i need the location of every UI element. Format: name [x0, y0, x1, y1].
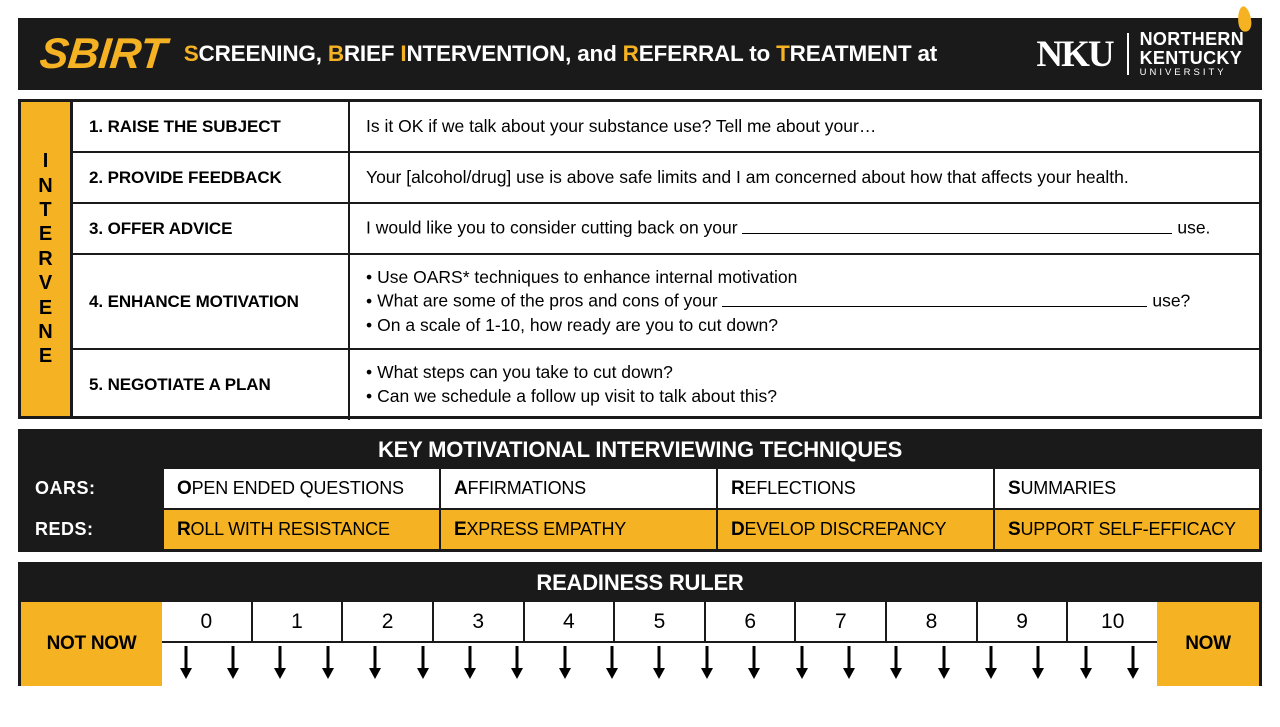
down-arrow-icon — [352, 646, 399, 680]
ruler-tick[interactable]: 10 — [1101, 609, 1125, 633]
mi-cell-lead: R — [731, 477, 745, 499]
down-arrow-icon — [825, 646, 872, 680]
table-row — [73, 153, 1259, 204]
step-label: 1. RAISE THE SUBJECT — [73, 102, 350, 151]
header-bar — [18, 18, 1262, 90]
table-row — [21, 469, 1259, 510]
ruler-tick[interactable]: 7 — [796, 602, 887, 641]
nku-wordmark — [1140, 30, 1244, 78]
mi-cell-lead: O — [177, 477, 192, 499]
table-row — [73, 255, 1259, 350]
down-arrow-icon — [588, 646, 635, 680]
mi-cell — [993, 510, 1259, 549]
mi-cell-rest: FFIRMATIONS — [467, 478, 586, 498]
mi-cell-rest: XPRESS EMPATHY — [466, 519, 627, 539]
fill-in-blank[interactable] — [722, 289, 1147, 307]
step-label: 5. NEGOTIATE A PLAN — [73, 350, 350, 420]
mi-cell-rest: EVELOP DISCREPANCY — [744, 519, 947, 539]
table-row — [73, 204, 1259, 255]
mi-cell — [716, 510, 993, 549]
step-text: Your [alcohol/drug] use is above safe limits and I am concerned about how that affects your health. — [366, 166, 1129, 187]
down-arrow-icon — [399, 646, 446, 680]
ruler-tick[interactable]: 9 — [978, 602, 1069, 641]
down-arrow-icon — [873, 646, 920, 680]
nku-line-2: KENTUCKY — [1139, 47, 1242, 68]
down-arrow-icon — [636, 646, 683, 680]
step-content — [350, 102, 1259, 151]
down-arrow-icon — [683, 646, 730, 680]
mi-techniques-table — [18, 429, 1262, 552]
step-text-line: • On a scale of 1-10, how ready are you to cut down? — [366, 314, 778, 335]
ruler-tick[interactable]: 2 — [343, 602, 434, 641]
step-label: 3. OFFER ADVICE — [73, 204, 350, 253]
mi-row-key: OARS: — [21, 469, 162, 508]
mi-cell — [439, 469, 716, 508]
brand-title: SBIRT — [37, 29, 169, 78]
step-text-line: • Can we schedule a follow up visit to talk about this? — [366, 386, 777, 406]
step-text-line: • What steps can you take to cut down? — [366, 362, 673, 383]
intervene-vertical-text: I N T E R V E N E — [38, 150, 53, 368]
step-text: Is it OK if we talk about your substance use? Tell me about your… — [366, 115, 877, 136]
ruler-tick[interactable]: 6 — [706, 602, 797, 641]
mi-cell — [439, 510, 716, 549]
step-text: I would like you to consider cutting back on your — [366, 218, 743, 238]
intervene-table — [18, 99, 1262, 419]
mi-row-key: REDS: — [21, 510, 162, 549]
mi-cell-rest: UMMARIES — [1020, 478, 1116, 498]
step-text: Can we schedule a follow up visit to talk about this? — [377, 386, 777, 406]
down-arrow-icon — [541, 646, 588, 680]
nku-line-1: NORTHERN — [1139, 28, 1244, 49]
mi-cell-lead: S — [1008, 518, 1021, 540]
readiness-ruler — [18, 562, 1262, 686]
mi-cell — [162, 469, 439, 508]
nku-line-3: UNIVERSITY — [1139, 67, 1227, 79]
mi-cell — [716, 469, 993, 508]
table-row — [73, 102, 1259, 153]
mi-cell-rest: OLL WITH RESISTANCE — [190, 519, 390, 539]
ruler-tick[interactable]: 1 — [253, 602, 344, 641]
intervene-side-label — [21, 102, 73, 416]
down-arrow-icon — [1110, 646, 1157, 680]
step-label: 2. PROVIDE FEEDBACK — [73, 153, 350, 202]
mi-cell-lead: A — [454, 477, 468, 499]
step-label: 4. ENHANCE MOTIVATION — [73, 255, 350, 348]
mi-cell-rest: PEN ENDED QUESTIONS — [191, 478, 404, 498]
mi-cell-lead: S — [1008, 477, 1021, 499]
step-content — [350, 153, 1259, 202]
down-arrow-icon — [1062, 646, 1109, 680]
down-arrow-icon — [494, 646, 541, 680]
fill-in-blank[interactable] — [742, 216, 1172, 234]
step-content — [350, 204, 1259, 253]
ruler-arrow-row — [162, 643, 1157, 686]
mi-cell — [162, 510, 439, 549]
down-arrow-icon — [967, 646, 1014, 680]
down-arrow-icon — [304, 646, 351, 680]
down-arrow-icon — [920, 646, 967, 680]
step-text-line: • Use OARS* techniques to enhance internal motivation — [366, 266, 798, 287]
ruler-right-label: NOW — [1157, 602, 1259, 686]
step-text: Use OARS* techniques to enhance internal motivation — [377, 266, 798, 287]
ruler-tick[interactable]: 3 — [434, 602, 525, 641]
step-text: What are some of the pros and cons of your — [377, 291, 723, 311]
mi-cell-lead: E — [454, 518, 467, 540]
down-arrow-icon — [162, 646, 209, 680]
mi-cell-lead: R — [177, 518, 191, 540]
nku-logo — [1036, 18, 1248, 90]
step-text: What steps can you take to cut down? — [377, 362, 673, 383]
step-text: On a scale of 1-10, how ready are you to cut down? — [377, 314, 778, 335]
down-arrow-icon — [1015, 646, 1062, 680]
step-content — [350, 350, 1259, 420]
step-text-line: • What are some of the pros and cons of your use? — [366, 291, 1191, 311]
step-text-line — [366, 216, 1245, 240]
down-arrow-icon — [446, 646, 493, 680]
flame-icon — [1237, 6, 1253, 33]
mi-cell-rest: UPPORT SELF-EFFICACY — [1020, 519, 1236, 539]
ruler-tick[interactable]: 8 — [887, 602, 978, 641]
ruler-tick[interactable]: 5 — [615, 602, 706, 641]
table-row — [73, 350, 1259, 420]
mi-cell-rest: EFLECTIONS — [744, 478, 856, 498]
down-arrow-icon — [731, 646, 778, 680]
header-subtitle: SCREENING, BRIEF INTERVENTION, and REFERRAL to TREATMENT at — [183, 40, 938, 66]
down-arrow-icon — [209, 646, 256, 680]
logo-divider — [1127, 33, 1129, 75]
ruler-left-label: NOT NOW — [21, 602, 162, 686]
step-text-suffix: use. — [1172, 218, 1211, 238]
mi-cell — [993, 469, 1259, 508]
table-row — [21, 510, 1259, 549]
ruler-tick[interactable]: 0 — [162, 602, 253, 641]
ruler-tick[interactable]: 4 — [525, 602, 616, 641]
mi-cell-lead: D — [731, 518, 745, 540]
mi-section-title: KEY MOTIVATIONAL INTERVIEWING TECHNIQUES — [21, 432, 1259, 469]
nku-monogram: NKU — [1036, 33, 1113, 75]
down-arrow-icon — [778, 646, 825, 680]
step-content — [350, 255, 1259, 348]
down-arrow-icon — [257, 646, 304, 680]
step-text-suffix: use? — [1147, 291, 1191, 311]
ruler-scale — [162, 602, 1157, 686]
ruler-title: READINESS RULER — [21, 565, 1259, 602]
ruler-number-row — [162, 602, 1157, 643]
